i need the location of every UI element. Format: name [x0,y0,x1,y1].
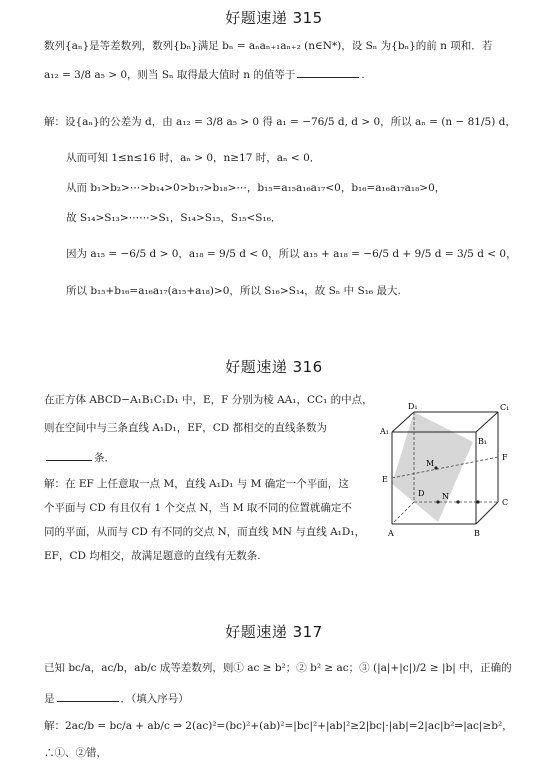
solution-315-line-5: 因为 a₁₅ = −6/5 d > 0，a₁₈ = 9/5 d < 0，所以 a₁₅ + a₁₈ = −6/5 d + 9/5 d = 3/5 d < 0， [66,248,517,260]
label-d: D [418,489,425,498]
problem-316-line-2: 则在空间中与三条直线 A₁D₁，EF，CD 都相交的直线条数为 [44,422,327,434]
solution-316-line-4: EF，CD 均相交，故满足题意的直线有无数条. [44,550,261,562]
label-e: E [382,475,388,484]
problem-317-line-2: 是 ．（填入序号） [44,690,189,707]
label-n: N [442,492,449,501]
solution-315-line-3: 从而 b₁>b₂>⋯>b₁₄>0>b₁₇>b₁₈>⋯，b₁₅=a₁₅a₁₆a₁₇<0，b₁₆=a₁₆a₁₇a₁₈>0， [66,182,446,194]
solution-316-line-2: 个平面与 CD 有且仅有 1 个交点 N，当 M 取不同的位置就确定不 [44,502,352,514]
label-a: A [388,529,394,538]
answer-blank-316 [46,449,92,461]
solution-317-line-2: ∴①、②错， [44,747,107,759]
label-a1: A₁ [380,427,389,436]
solution-317-line-1: 解：2ac/b = bc/a + ab/c ⇒ 2(ac)²=(bc)²+(ab)²=|bc|²+|ab|²≥2|bc|·|ab|=2|ac|b²⇒|ac|≥b²， [44,720,513,732]
solution-316-line-3: 同的平面，从而与 CD 有不同的交点 N，而直线 MN 与直线 A₁D₁， [44,526,366,538]
label-d1: D₁ [408,402,418,411]
solution-315-line-2: 从而可知 1≤n≤16 时，aₙ > 0，n≥17 时，aₙ < 0． [66,152,321,164]
label-b1: B₁ [478,437,488,446]
solution-315-line-1: 解：设{aₙ}的公差为 d，由 a₁₂ = 3/8 a₅ > 0 得 a₁ = −76/5 d, d > 0，所以 aₙ = (n − 81/5) d， [44,116,516,128]
answer-blank-317 [57,690,119,702]
label-f: F [502,453,508,462]
section-title-316: 好题速递 316 [225,358,323,376]
problem-315-line-1: 数列{aₙ}是等差数列，数列{bₙ}满足 bₙ = aₙaₙ₊₁aₙ₊₂ (n∈N*)，设 Sₙ 为{bₙ}的前 n 项和．若 [44,40,493,52]
section-title-315: 好题速递 315 [225,9,323,27]
answer-blank-315 [297,66,359,78]
cube-figure [378,402,538,542]
label-c: C [502,498,509,507]
solution-316-line-1: 解：在 EF 上任意取一点 M，直线 A₁D₁ 与 M 确定一个平面，这 [44,478,349,490]
problem-316-line-1: 在正方体 ABCD−A₁B₁C₁D₁ 中，E，F 分别为棱 AA₁，CC₁ 的中点， [44,394,373,406]
problem-317-line-1: 已知 bc/a，ac/b，ab/c 成等差数列，则① ac ≥ b²；② b² ≥ ac；③ (|a|+|c|)/2 ≥ |b| 中，正确的 [44,662,512,674]
problem-315-line-2: a₁₂ = 3/8 a₅ > 0，则当 Sₙ 取得最大值时 n 的值等于 . [44,66,365,83]
solution-315-line-6: 所以 b₁₅+b₁₆=a₁₆a₁₇(a₁₅+a₁₈)>0，所以 S₁₆>S₁₄，故 Sₙ 中 S₁₆ 最大. [66,285,401,297]
problem-316-line-3: 条． [44,449,115,466]
label-c1: C₁ [500,403,510,412]
label-m: M [426,459,435,468]
section-title-317: 好题速递 317 [225,623,323,641]
label-b: B [474,529,480,538]
solution-315-line-4: 故 S₁₄>S₁₃>⋯⋯>S₁，S₁₄>S₁₅，S₁₅<S₁₆． [66,212,282,224]
